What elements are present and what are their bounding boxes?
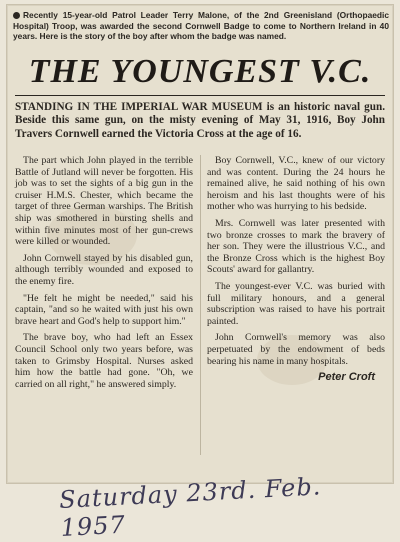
article-paragraph: "He felt he might be needed," said his captain, "and so he waited with just his own brave heart and God's help to support him.": [15, 292, 193, 327]
article-paragraph: John Cornwell's memory was also perpetuated by the endowment of beds bearing his name in many hospitals.: [207, 332, 385, 367]
article-paragraph: Boy Cornwell, V.C., knew of our victory and was content. During the 24 hours he remained alive, he said nothing of his own heroism and his last thoughts were of his mother who was hurrying to his bedside.: [207, 155, 385, 213]
bullet-icon: [13, 12, 20, 19]
lead-paragraph: STANDING IN THE IMPERIAL WAR MUSEUM is an historic naval gun. Beside this same gun, on the misty evening of May 31, 1916, Boy John Travers Cornwell earned the Victoria Cross at the age of 16.: [15, 101, 385, 140]
article-paragraph: The part which John played in the terrible Battle of Jutland will never be forgotten. His job was to set the sights of a big gun in the cruiser H.M.S. Chester, which became the target of three German warships. The British ship was smothered in bursting shells and within five minutes most of her gun-crews were killed or wounded.: [15, 155, 193, 248]
byline: Peter Croft: [318, 371, 375, 384]
headline-rule: [15, 95, 385, 96]
intro-note: [13, 10, 389, 42]
article-paragraph: The brave boy, who had left an Essex Council School only two years before, was taken to Grimsby Hospital. Nurses asked him how the battle had gone. "Oh, we carried on all right," he answered simply.: [15, 332, 193, 390]
left-column: [15, 155, 193, 465]
article-paragraph: The youngest-ever V.C. was buried with full military honours, and a general subscription was raised to have his portrait painted.: [207, 280, 385, 327]
column-divider: [200, 155, 201, 455]
article-paragraph: Mrs. Cornwell was later presented with two bronze crosses to mark the bravery of her son. They were the illustrious V.C., and the Bronze Cross which is the highest Boy Scouts' award for gallantry.: [207, 217, 385, 276]
handwritten-date: Saturday 23rd. Feb. 1957: [58, 472, 322, 542]
right-column: [207, 155, 385, 465]
intro-text: Recently 15-year-old Patrol Leader Terry Malone, of the 2nd Greenisland (Orthopaedic Hospital) Troop, was awarded the second Cornwell Badge to come to Northern Ireland in 40 years. Here is the story of the boy after whom the badge was named.: [13, 10, 389, 42]
headline: THE YOUNGEST V.C.: [28, 53, 372, 90]
right-paragraphs: [207, 155, 385, 367]
newspaper-clipping: [6, 4, 394, 484]
article-paragraph: John Cornwell stayed by his disabled gun, although terribly wounded and exposed to the enemy fire.: [15, 252, 193, 287]
